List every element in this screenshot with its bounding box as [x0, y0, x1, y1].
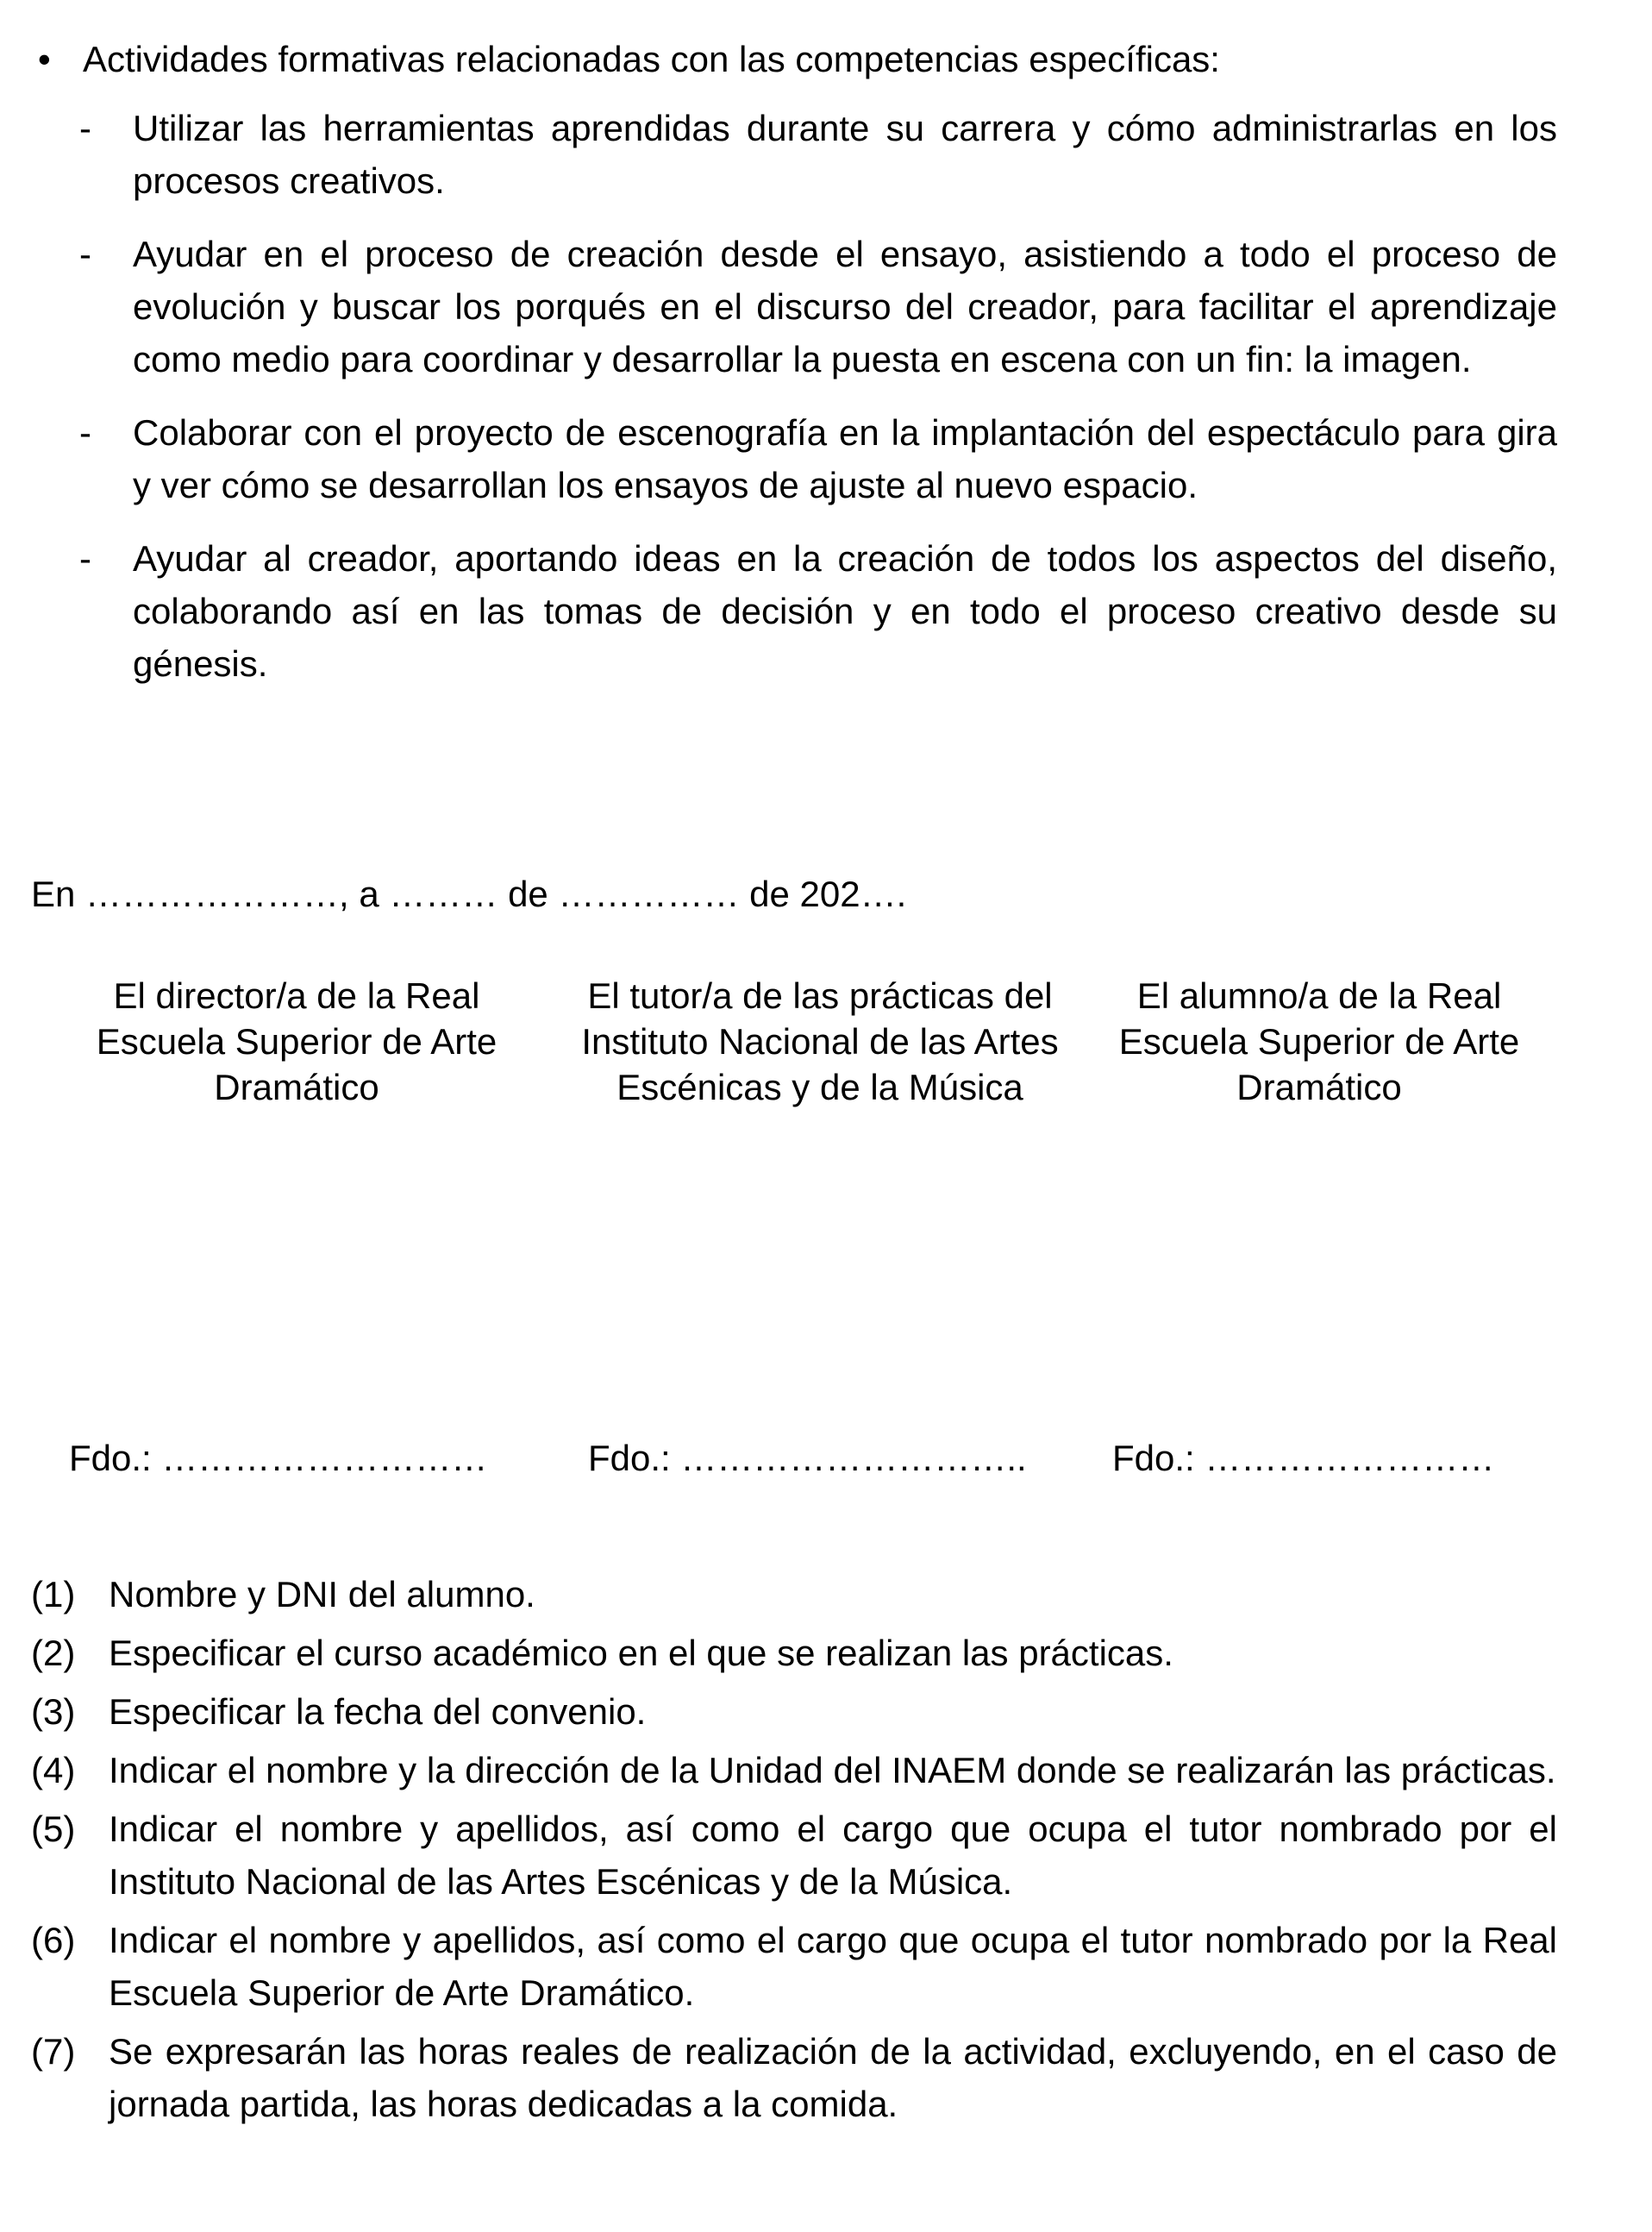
activities-list — [79, 102, 1557, 711]
footnote-text: Especificar el curso académico en el que se realizan las prácticas. — [109, 1633, 1173, 1673]
heading-text: Actividades formativas relacionadas con las competencias específicas: — [83, 39, 1220, 79]
footnote-text: Indicar el nombre y la dirección de la Unidad del INAEM donde se realizarán las prácticas. — [109, 1750, 1556, 1790]
dash-marker: - — [79, 108, 91, 148]
signature-line-tutor: Fdo.: ……………………….. — [588, 1438, 1027, 1478]
item-text: Ayudar en el proceso de creación desde el ensayo, asistiendo a todo el proceso de evolución y buscar los porqués en el discurso del creador, para facilitar el aprendizaje como medio para coordinar y desarrollar la puesta en escena con un fin: la imagen. — [133, 234, 1557, 379]
list-item — [79, 102, 1557, 207]
list-item — [79, 532, 1557, 690]
footnote-number: (4) — [31, 1750, 76, 1790]
list-item — [79, 406, 1557, 511]
footnote-number: (3) — [31, 1691, 76, 1732]
footnote-text: Se expresarán las horas reales de realización de la actividad, excluyendo, en el caso de jornada partida, las horas dedicadas a la comida. — [109, 2031, 1557, 2124]
footnote-number: (1) — [31, 1574, 76, 1614]
footnote-text: Indicar el nombre y apellidos, así como el cargo que ocupa el tutor nombrado por la Real Escuela Superior de Arte Dramático. — [109, 1920, 1557, 2013]
signature-line-student: Fdo.: …………………… — [1112, 1438, 1495, 1478]
signature-role-student: El alumno/a de la Real Escuela Superior de Arte Dramático — [1118, 975, 1520, 1107]
signature-role-director: El director/a de la Real Escuela Superior de Arte Dramático — [96, 975, 497, 1107]
footnote-number: (5) — [31, 1809, 76, 1849]
footnote — [31, 1627, 1557, 1679]
dash-marker: - — [79, 538, 91, 579]
item-text: Utilizar las herramientas aprendidas durante su carrera y cómo administrarlas en los procesos creativos. — [133, 108, 1557, 201]
footnote — [31, 1914, 1557, 2019]
footnote — [31, 1568, 1557, 1621]
footnotes — [31, 1568, 1557, 2136]
footnote — [31, 1744, 1557, 1796]
dash-marker: - — [79, 412, 91, 453]
footnote — [31, 1685, 1557, 1738]
list-item — [79, 228, 1557, 386]
footnote-text: Especificar la fecha del convenio. — [109, 1691, 647, 1732]
footnote — [31, 2025, 1557, 2130]
item-text: Ayudar al creador, aportando ideas en la creación de todos los aspectos del diseño, colaborando así en las tomas de decisión y en todo el proceso creativo desde su génesis. — [133, 538, 1557, 684]
bullet-icon: • — [38, 39, 51, 79]
footnote — [31, 1803, 1557, 1908]
footnote-number: (2) — [31, 1633, 76, 1673]
dash-marker: - — [79, 234, 91, 274]
footnote-number: (6) — [31, 1920, 76, 1960]
footnote-text: Nombre y DNI del alumno. — [109, 1574, 535, 1614]
footnote-number: (7) — [31, 2031, 76, 2072]
signature-line-director: Fdo.: ……………………… — [69, 1438, 488, 1478]
date-line: En …………………, a ……… de …………… de 202…. — [31, 874, 907, 914]
item-text: Colaborar con el proyecto de escenografía en la implantación del espectáculo para gira y ver cómo se desarrollan los ensayos de ajuste al nuevo espacio. — [133, 412, 1557, 505]
footnote-text: Indicar el nombre y apellidos, así como el cargo que ocupa el tutor nombrado por el Instituto Nacional de las Artes Escénicas y de la Música. — [109, 1809, 1557, 1902]
signature-role-tutor: El tutor/a de las prácticas del Instituto Nacional de las Artes Escénicas y de la Música — [581, 975, 1059, 1107]
